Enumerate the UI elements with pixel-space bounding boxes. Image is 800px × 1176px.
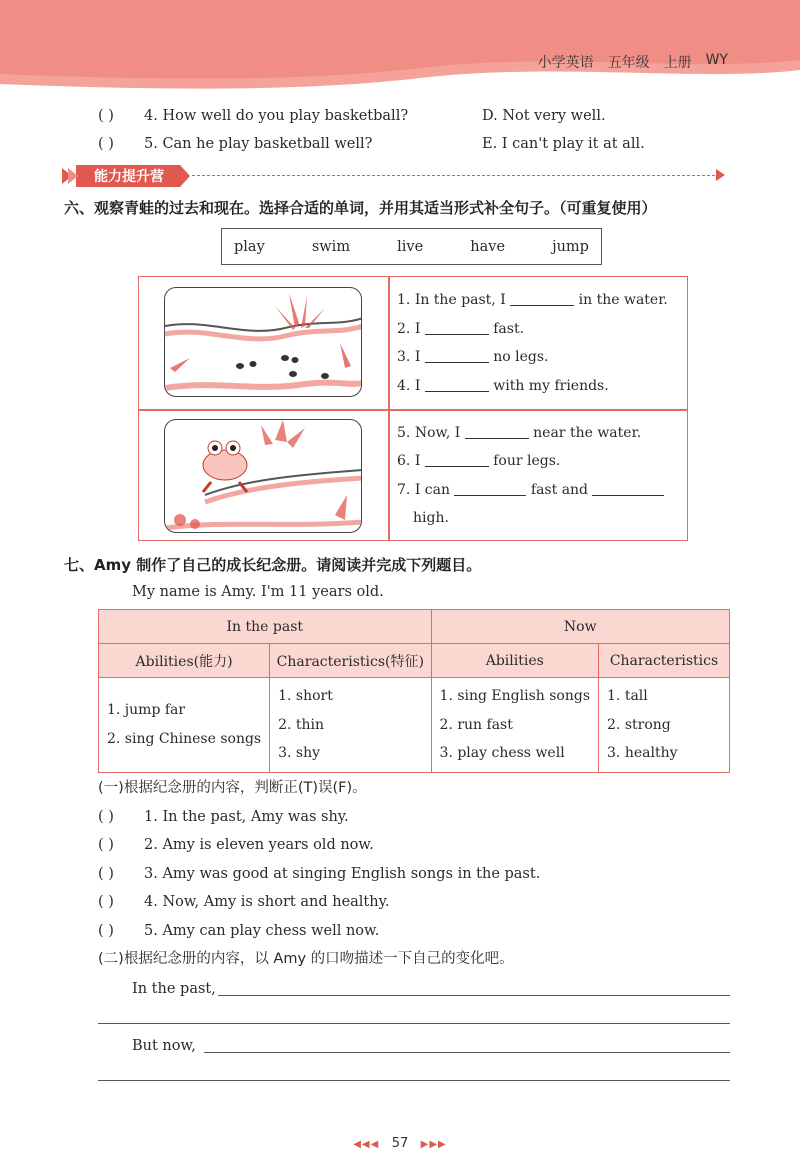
write-prompt-past: In the past, [132, 981, 216, 997]
writing-line[interactable] [218, 995, 730, 996]
amy-intro: My name is Amy. I'm 11 years old. [132, 584, 384, 600]
part2-title: (二)根据纪念册的内容，以 Amy 的口吻描述一下自己的变化吧。 [98, 951, 514, 967]
word-bank-item: jump [552, 238, 589, 255]
past-abilities-cell: 1. jump far 2. sing Chinese songs [99, 678, 270, 773]
blank-input[interactable] [425, 378, 489, 392]
tadpole-picture [164, 287, 362, 397]
blank-input[interactable] [510, 292, 574, 306]
blank-input[interactable] [592, 482, 664, 496]
frog-picture [164, 419, 362, 533]
page-number: 57 [391, 1136, 409, 1151]
arrow-right-icon [716, 169, 725, 181]
blank-input[interactable] [465, 425, 529, 439]
header-edition: WY [705, 52, 728, 68]
blank-input[interactable] [425, 321, 489, 335]
growth-album-table [98, 609, 730, 773]
header-grade: 五年级 [607, 55, 650, 71]
left-arrows-icon: ◀◀◀ [353, 1139, 380, 1150]
word-bank-item: live [397, 238, 424, 255]
tf-item: ( ) 4. Now, Amy is short and healthy. [98, 894, 390, 910]
section7-title: 七、Amy 制作了自己的成长纪念册。请阅读并完成下列题目。 [64, 556, 482, 574]
group-past-header: In the past [99, 610, 432, 644]
col-header: Characteristics [599, 644, 730, 678]
now-abilities-cell: 1. sing English songs 2. run fast 3. play chess well [431, 678, 598, 773]
prev-answer-d: D. Not very well. [482, 108, 606, 124]
word-bank-item: swim [311, 238, 351, 255]
tf-item: ( ) 3. Amy was good at singing English songs in the past. [98, 866, 541, 882]
tf-item: ( ) 1. In the past, Amy was shy. [98, 809, 349, 825]
page-footer [0, 1136, 800, 1151]
section6-title: 六、观察青蛙的过去和现在。选择合适的单词，并用其适当形式补全句子。（可重复使用） [64, 199, 657, 217]
header-term: 上册 [663, 55, 692, 71]
prev-item-5 [98, 134, 372, 154]
tf-item: ( ) 5. Amy can play chess well now. [98, 923, 380, 939]
word-bank [221, 228, 602, 265]
write-prompt-now: But now, [132, 1038, 196, 1054]
sentence-5: 5. Now, I near the water. [397, 425, 642, 441]
now-characteristics-cell: 1. tall 2. strong 3. healthy [599, 678, 730, 773]
tf-item: ( ) 2. Amy is eleven years old now. [98, 837, 374, 853]
prev-question: 5. Can he play basketball well? [144, 136, 373, 152]
part1-title: (一)根据纪念册的内容，判断正(T)误(F)。 [98, 780, 367, 796]
answer-paren[interactable]: ( ) [98, 809, 114, 825]
sentence-1: 1. In the past, I in the water. [397, 292, 668, 308]
dashed-divider [192, 175, 720, 176]
banner-label: 能力提升营 [94, 169, 164, 185]
word-bank-item: have [470, 238, 506, 255]
group-now-header: Now [431, 610, 729, 644]
right-arrows-icon: ▶▶▶ [420, 1139, 447, 1150]
col-header: Abilities(能力) [99, 644, 270, 678]
header-band [0, 0, 800, 95]
prev-answer-e: E. I can't play it at all. [482, 136, 645, 152]
sentence-7: 7. I can fast and [397, 482, 664, 498]
answer-paren[interactable]: ( ) [98, 866, 114, 882]
writing-line[interactable] [98, 1023, 730, 1024]
sentence-4: 4. I with my friends. [397, 378, 609, 394]
prev-question: 4. How well do you play basketball? [144, 108, 409, 124]
answer-paren[interactable]: ( ) [98, 837, 114, 853]
writing-line[interactable] [98, 1080, 730, 1081]
col-header: Characteristics(特征) [270, 644, 431, 678]
blank-input[interactable] [425, 349, 489, 363]
frog-comparison-table [138, 276, 688, 541]
prev-item-4 [98, 106, 408, 126]
sentence-2: 2. I fast. [397, 321, 525, 337]
word-bank-item: play [234, 238, 265, 255]
answer-paren[interactable]: ( ) [98, 136, 114, 152]
header-info [538, 52, 728, 72]
header-subject: 小学英语 [537, 55, 594, 71]
blank-input[interactable] [425, 453, 489, 467]
col-header: Abilities [431, 644, 598, 678]
blank-input[interactable] [454, 482, 526, 496]
answer-paren[interactable]: ( ) [98, 108, 114, 124]
sentence-3: 3. I no legs. [397, 349, 549, 365]
writing-line[interactable] [204, 1052, 730, 1053]
answer-paren[interactable]: ( ) [98, 923, 114, 939]
past-characteristics-cell: 1. short 2. thin 3. shy [270, 678, 431, 773]
sentence-6: 6. I four legs. [397, 453, 561, 469]
answer-paren[interactable]: ( ) [98, 894, 114, 910]
sentence-7-cont: high. [413, 510, 449, 526]
